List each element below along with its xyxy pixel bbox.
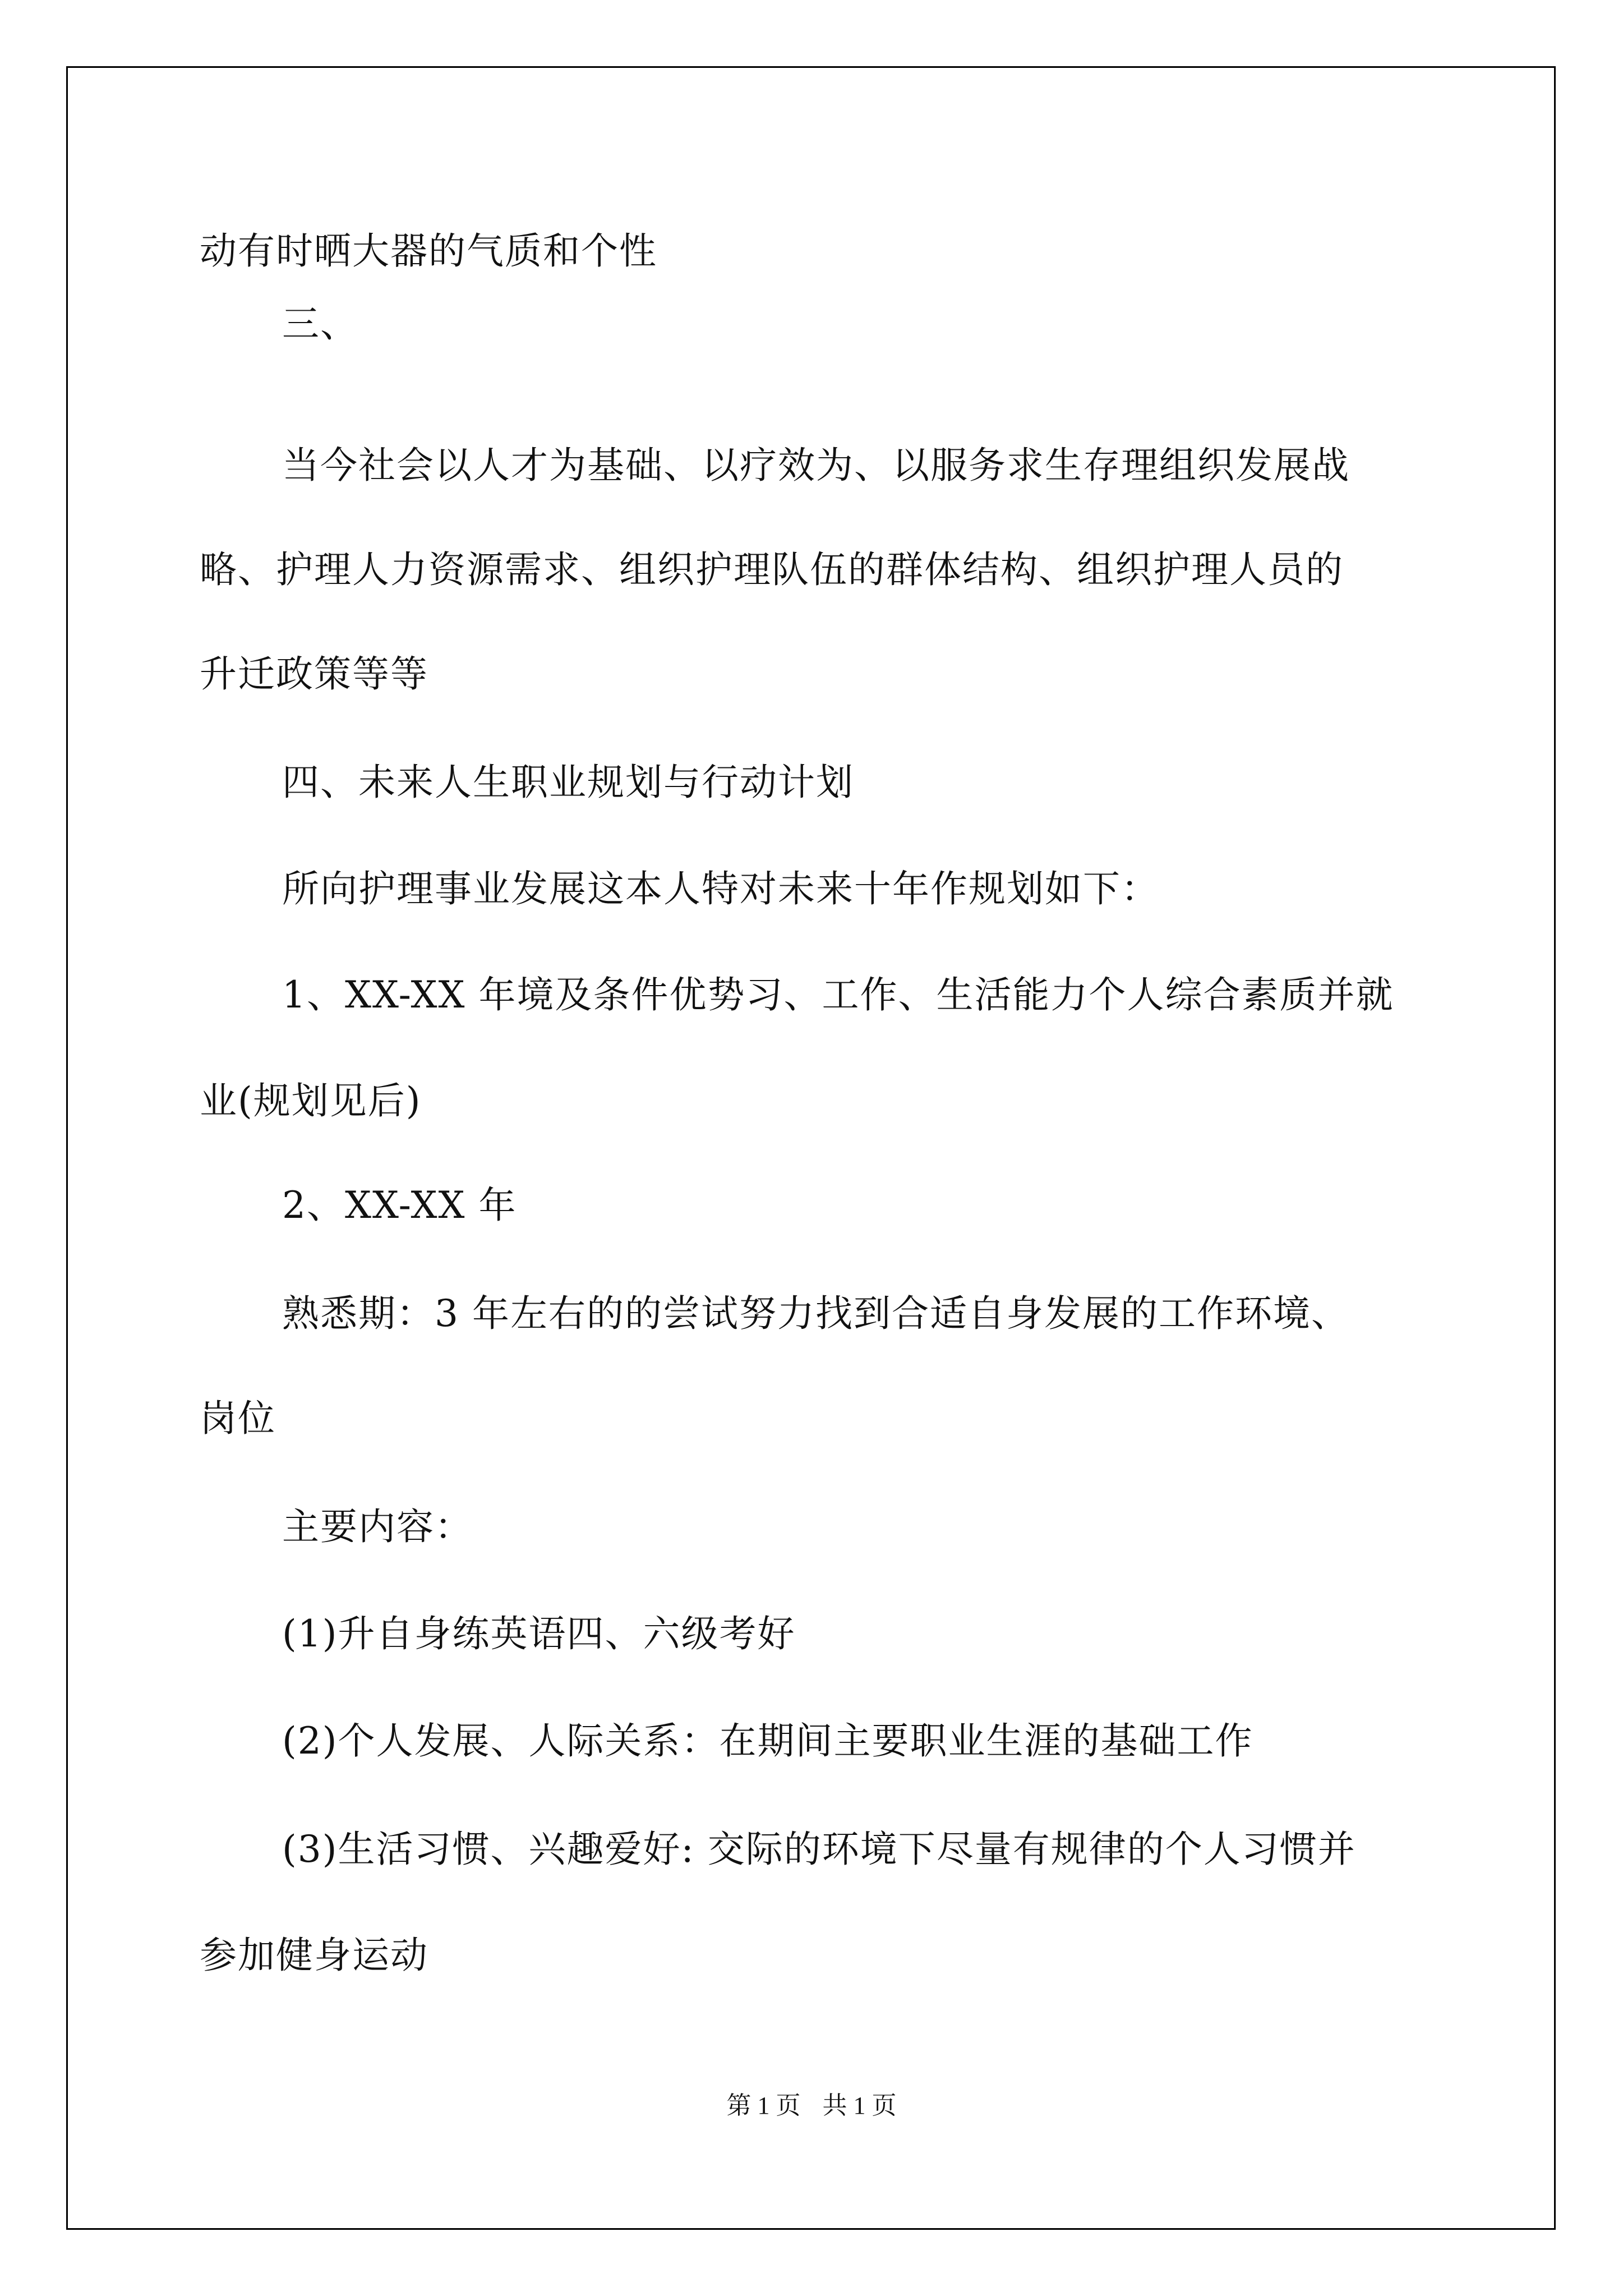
page-number: 第 1 页: [726, 2092, 801, 2119]
text-line: 略、护理人力资源需求、组织护理队伍的群体结构、组织护理人员的: [200, 548, 1344, 591]
page-footer: [0, 2089, 1623, 2123]
page-total: 共 1 页: [822, 2092, 897, 2119]
text-line: 所向护理事业发展这本人特对未来十年作规划如下：: [282, 867, 1159, 910]
list-item: (2)个人发展、人际关系：在期间主要职业生涯的基础工作: [282, 1719, 1253, 1763]
list-item: 2、XX-XX 年: [282, 1184, 517, 1227]
list-item: 1、XX-XX 年境及条件优势习、工作、生活能力个人综合素质并就: [282, 973, 1394, 1016]
text-line: 熟悉期：3 年左右的的尝试努力找到合适自身发展的工作环境、: [282, 1292, 1349, 1335]
text-line: 升迁政策等等: [200, 652, 428, 696]
text-line: 岗位: [200, 1397, 276, 1440]
section-heading: 四、未来人生职业规划与行动计划: [282, 761, 854, 804]
text-line: 主要内容：: [282, 1505, 473, 1548]
text-line: 当今社会以人才为基础、以疗效为、以服务求生存理组织发展战: [282, 444, 1350, 487]
text-line: 参加健身运动: [200, 1934, 428, 1977]
text-line: 业(规划见后): [200, 1079, 422, 1122]
list-item: (3)生活习惯、兴趣爱好: 交际的环境下尽量有规律的个人习惯并: [282, 1828, 1356, 1871]
page-border: [66, 66, 1556, 2230]
section-heading: 三、: [282, 302, 358, 346]
list-item: (1)升自身练英语四、六级考好: [282, 1612, 796, 1655]
text-line: 动有时晒大器的气质和个性: [200, 229, 657, 273]
